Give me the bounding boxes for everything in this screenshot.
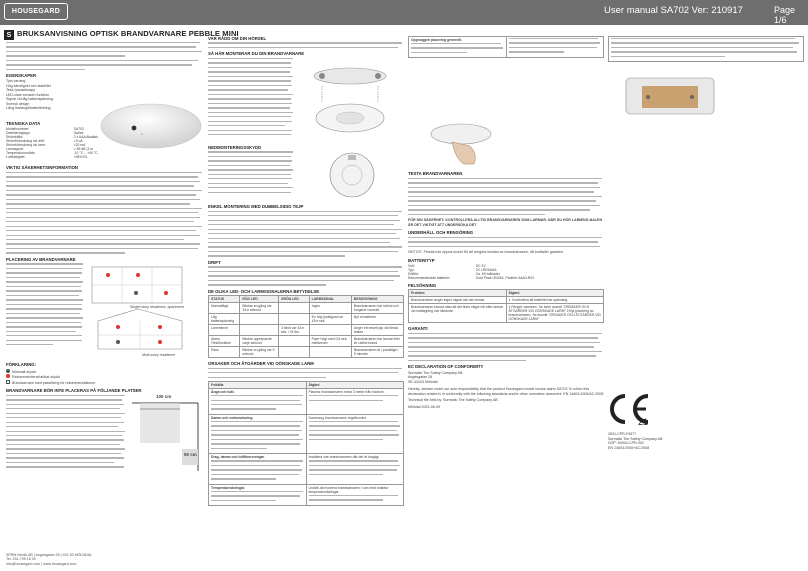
tech-data-heading: TEKNISKA DATA [6, 120, 41, 126]
safety-text [6, 172, 204, 254]
action-text: Placera brandvarnaren minst 3 meter från badrum. [308, 390, 385, 395]
page-number: Page 1/6 [774, 5, 796, 25]
section-number: S [4, 30, 14, 40]
table-cell: Alarm /Test/funktion [209, 336, 240, 347]
placement-warning-table-cont [608, 36, 804, 62]
table-header-row [409, 290, 604, 297]
mounting-bracket-image [620, 68, 720, 124]
list-item: LED-visar sensorn funktion [6, 92, 50, 97]
ec-address-line: Angesgatan 28 [408, 375, 433, 380]
table-row [6, 155, 116, 159]
table-row [409, 297, 604, 304]
column-header: Problem [409, 290, 507, 297]
ec-address-line: Surmatic The Safety Company AB [408, 370, 463, 375]
action-text: Dammsug brandvarnaren regelbundet. [308, 415, 367, 420]
table-cell [278, 336, 309, 347]
figure-caption-multi: Multi-story residence [142, 353, 176, 358]
cause-label: Temperaturväxlingar. [211, 485, 246, 490]
spec-value: Ca. 60 månader [475, 271, 501, 276]
spec-value: Optisk [73, 131, 84, 136]
warranty-heading: GARANTI [408, 326, 428, 332]
table-cell [278, 303, 309, 314]
spec-label: Volt: [408, 263, 415, 268]
table-row [209, 389, 404, 415]
manual-version-label: User manual SA702 Ver: 210917 [604, 5, 743, 16]
column-header: Åtgärd [506, 290, 604, 297]
table-cell: Brandvarnaren avger ingen signal när den testas [409, 297, 507, 304]
spec-value: Gold Peak GN24A, Panther AAA/LR03 [475, 275, 534, 280]
table-row [209, 454, 404, 484]
list-item: Lång livslängd/batteritidning [6, 106, 51, 111]
table-cell [278, 314, 309, 325]
test-heading: TESTA BRANDVARNAREN [408, 171, 463, 177]
false-alarm-heading: ORSAKER OCH ÅTGÄRDER VID OÖNSKADE LARM [208, 361, 314, 367]
footer-phone: Tel. 031-799 16 00 [6, 557, 36, 562]
table-cell [609, 37, 804, 62]
table-cell [209, 414, 307, 453]
house-placement-diagram [88, 263, 200, 359]
spec-label: Modellnummer: [6, 127, 30, 132]
table-row [209, 484, 404, 505]
footer-contact: info@housegard.com | www.housegard.com [6, 561, 77, 566]
tape-mounting-heading: ENKEL MONTERING MED DUBBELSIDIG TEJP [208, 204, 304, 210]
base-plate-illustration [304, 151, 400, 199]
spec-label: Detekteringstyp: [6, 131, 31, 136]
footer [6, 553, 92, 566]
spec-value: SA702 [73, 127, 84, 132]
spec-label: Larmsignal: [6, 147, 24, 152]
table-cell [306, 454, 404, 484]
distance-diagram [130, 401, 200, 473]
action-text: Undvik att montera brandvarnaren i rum med snabba temperaturväxlingar. [308, 485, 389, 494]
spec-value: DC 3V [475, 263, 486, 268]
table-row [409, 304, 604, 323]
operation-heading: DRIFT [208, 259, 221, 265]
table-cell [309, 347, 351, 358]
list-item: Hög känslighet och stabilitet [6, 83, 51, 88]
safety-heading: VIKTIG SÄKERHETSINFORMATION [6, 165, 79, 171]
list-item: Tyst varning [6, 79, 26, 84]
column-header: RÖD LED [240, 296, 278, 303]
placement-warning-table [408, 36, 604, 58]
cause-label: Ånga och fukt. [211, 390, 235, 395]
mounting-heading: SÅ HÄR MONTERAR DU DIN BRANDVARNARE [208, 51, 305, 57]
warning-title: Oppnoggen placering generellt. [411, 38, 463, 42]
hearing-heading: VAR RÅDD OM DIN HÖRSEL [208, 36, 267, 41]
ec-address-line: SE-43153 Mölndal [408, 379, 438, 384]
spec-value: 2X LR03/AAA [475, 267, 497, 272]
spec-value: <95% RL [73, 155, 88, 160]
spec-label: Strömförbrukning vid larm: [6, 143, 46, 148]
table-row [408, 276, 568, 280]
list-item: Testi-/pauseknapp [6, 88, 36, 93]
table-cell [409, 37, 507, 58]
table-row [209, 414, 404, 453]
table-cell [309, 325, 351, 336]
table-cell [209, 484, 307, 505]
table-cell [306, 414, 404, 453]
cpr-line: EN 14604:2005+AC:2008 [608, 445, 650, 450]
column-header: Åtgärd [306, 382, 404, 389]
legend-label: Rekommenderat/utökat skydd [12, 375, 60, 380]
spec-label: Strömförbrukning vid drift: [6, 139, 45, 144]
spec-label: Typ: [408, 267, 415, 272]
section-title: BRUKSANVISNING OPTISK BRANDVARNARE PEBBLE MINI [17, 29, 239, 38]
ec-declaration-text: Hereby, declare under our sole responsibility that the product Housegard model smoke alarm SA702 To which this declaration relates is in conformity with the following standards and/or other normative document. EN 14604:2005/AC:2008 [408, 387, 604, 396]
table-cell [209, 454, 307, 484]
list-item: Svensk design [6, 101, 30, 106]
maintenance-warning: VIKTIGT: Försök inte öppna locket för att rengöra insidan av brandvarnaren, då bortfaller garantin. [408, 250, 564, 255]
legend-label: Minimalt skydd [12, 369, 36, 374]
figure-caption-single: Single-story residence, apartment [130, 305, 184, 310]
housegard-logo: HOUSEGARD [4, 3, 68, 20]
table-cell: En hög ljudsignal var 43:e sek [309, 314, 351, 325]
false-alarm-table [208, 381, 404, 506]
column-header: Felkälla [209, 382, 307, 389]
spec-value: > 85 dB (3 m [73, 147, 94, 152]
table-cell: 1.Rengör varnaren. Se även avsnitt "ORSAKER OCH ÅTGÄRDER VID OÖNSKADE LARM" 2.Byt placering av brandvarnaren. Se avsnitt "ORSAKER OCH ÅTGÄRDER VID OÖNSKADE LARM" [506, 304, 604, 323]
legend-item [6, 380, 204, 386]
cpr-line: Surmatic The Safety Company AB [608, 436, 663, 441]
table-cell: Normalläge [209, 303, 240, 314]
action-text: Installera inte brandvarnaren där det är dragigt. [308, 455, 380, 460]
spec-label: Luftfuktighet: [6, 155, 26, 160]
spec-value: <3 uA [73, 139, 83, 144]
notified-body-number: 21 [638, 416, 649, 427]
cpr-line: 2831-CPR-F4577 [608, 432, 637, 437]
table-row [609, 37, 804, 62]
placement-heading: PLACERING AV BRANDVARNARE [6, 256, 76, 262]
led-signal-table [208, 295, 404, 358]
smoke-detector-image [96, 98, 206, 150]
forbidden-places-heading: BRANDVARNARE BÖR INTE PLACERAS PÅ FÖLJANDE PLATSER [6, 388, 142, 394]
table-cell [278, 347, 309, 358]
table-header-row [209, 382, 404, 389]
table-cell [240, 314, 278, 325]
table-row [209, 314, 404, 325]
table-cell: 3 blink var 43:e sek. i 24 tim [278, 325, 309, 336]
table-cell: Ingen [309, 303, 351, 314]
table-row [409, 37, 604, 58]
troubleshooting-heading: FELSÖKNING [408, 282, 437, 288]
spec-value: 2 x AAA Alkalisk [73, 135, 98, 140]
hand-test-illustration [426, 120, 496, 166]
led-signals-heading: DE OLIKA LED- OCH LARMSIGNALERNA BETYDELSE [208, 288, 320, 294]
declaration-date: Mölndal 2021-06-09 [408, 404, 440, 409]
column-header: LARMSIGNAL [309, 296, 351, 303]
table-cell: Brandvarnaren har strömi och fungerar normalt. [351, 303, 403, 314]
footer-address: SPRM Norde AB | Angesgatan 28 | 431 53 MÖLNDAL [6, 553, 92, 557]
table-cell: Låg batterispänning [209, 314, 240, 325]
troubleshooting-table [408, 289, 604, 323]
table-cell: Brandvarnaren är i pausläge i 9 minuter [351, 347, 403, 358]
table-cell [306, 484, 404, 505]
table-cell: Piper högt med 0,5 sek. mellanrum [309, 336, 351, 347]
spec-label: Temperaturområde: [6, 151, 36, 156]
table-cell [306, 389, 404, 415]
anti-tamper-heading: NEDMONTERINGSSKYDD [208, 144, 262, 150]
table-cell: Blinkar en gång var 34:e sekund [240, 303, 278, 314]
list-item: Signal vid låg batterispänning [6, 97, 53, 102]
table-cell [209, 389, 307, 415]
spec-value: -10 °C – +40 °C [73, 151, 98, 156]
maintenance-heading: UNDERHÅLL OCH RENGÖRING [408, 230, 474, 236]
spec-label: Rekommenderade batterier: [408, 275, 451, 280]
table-cell: Paus [209, 347, 240, 358]
table-row [209, 303, 404, 314]
table-header-row [209, 296, 404, 303]
cause-label: Damm och nedsmutsning. [211, 415, 254, 420]
cause-label: Drag, damm och luftföroreningar. [211, 455, 265, 460]
table-cell [240, 325, 278, 336]
column-3 [408, 36, 604, 546]
dimension-50cm: 50 cm [184, 451, 197, 457]
table-cell: Brandvarnaren larmar utan att det finns något rök eller larmar vid matlagning och liknande. [409, 304, 507, 323]
battery-table [408, 264, 568, 280]
column-2 [208, 36, 404, 546]
spec-value: <20 mA [73, 143, 86, 148]
table-cell: Anger ett enkelt pip vid första testen [351, 325, 403, 336]
spec-label: Strömkälla: [6, 135, 23, 140]
column-header: BESKRIVNING [351, 296, 403, 303]
table-cell: 1. Kontrollera att batteriet har spänning. [506, 297, 604, 304]
table-cell: Brandvarnaren har larmat eller är i aktivt brand [351, 336, 403, 347]
spec-label: Drifttid: [408, 271, 419, 276]
ec-declaration-heading: EC DECLARATION OF CONFORMITY [408, 364, 484, 370]
features-heading: EGENSKAPER [6, 73, 37, 78]
table-row [209, 325, 404, 336]
table-row [209, 347, 404, 358]
mounting-illustration [300, 62, 400, 140]
legend-label: Brandvarnare med passföring för rekommendationer [12, 380, 96, 385]
dimension-100cm: 100 cm [156, 393, 172, 399]
table-cell [506, 37, 604, 58]
tech-file-text: Technical file held by: Surmatic The Safety Company AB [408, 398, 498, 403]
table-cell: Larmminne [209, 325, 240, 336]
legend-heading: FÖRKLARING: [6, 362, 37, 368]
top-bar [0, 0, 808, 25]
table-row [209, 336, 404, 347]
table-cell: Blinkar upprepande varje sekund [240, 336, 278, 347]
cpr-line: DOP: 60944-CPR-002 [608, 441, 644, 446]
column-header: STATUS [209, 296, 240, 303]
battery-heading: BATTERITYP [408, 257, 435, 263]
column-header: GRÖN LED [278, 296, 309, 303]
table-cell: Byt ut batterier [351, 314, 403, 325]
safety-note: FÖR DIN SÄKERHET: KONTROLLERA ALLTID BRANDVARNAREN SOM LARMAR. NÄR DU HÖR LARMSIG-NALEN ÄR DET VIKTIGT ATT UNDERSÖKA DET [408, 218, 603, 227]
table-cell: Blinkar en gång var 9 sekund [240, 347, 278, 358]
